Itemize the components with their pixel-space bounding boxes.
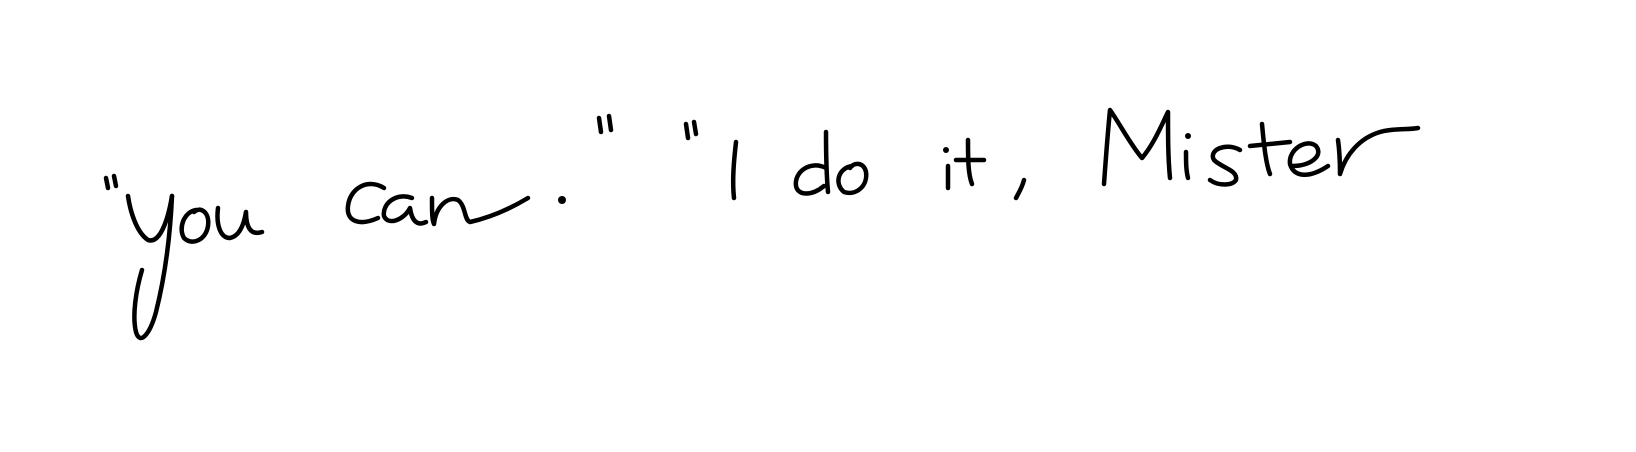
word-i bbox=[733, 142, 736, 198]
word-you bbox=[128, 196, 262, 338]
word-do bbox=[796, 132, 866, 194]
closing-quote-mark bbox=[599, 116, 611, 132]
word-mister bbox=[1104, 110, 1418, 185]
opening-quote-mark-2 bbox=[686, 122, 696, 138]
opening-quote-mark bbox=[106, 176, 116, 188]
word-it bbox=[943, 140, 1024, 198]
word-can bbox=[348, 184, 566, 224]
